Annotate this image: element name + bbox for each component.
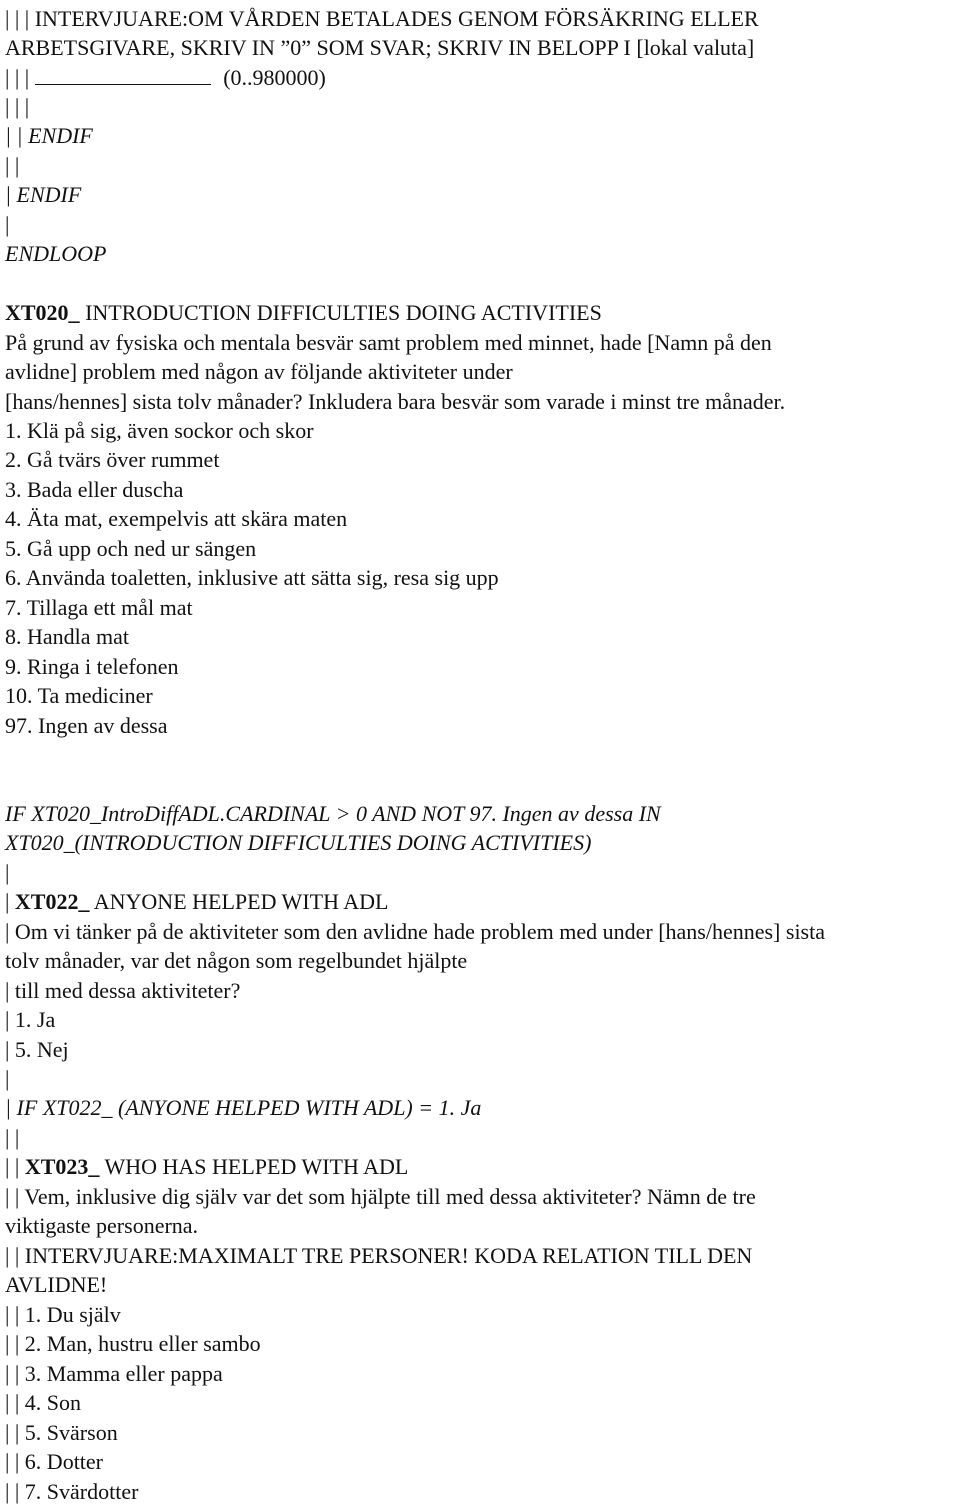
question-text: [hans/hennes] sista tolv månader? Inkludera bara besvär som varade i minst tre månader. [5,389,786,414]
answer-option: | | 6. Dotter [5,1449,104,1474]
interviewer-instruction: | | INTERVJUARE:MAXIMALT TRE PERSONER! KODA RELATION TILL DEN [5,1243,753,1268]
answer-option: 7. Tillaga ett mål mat [5,595,193,620]
text-line: ARBETSGIVARE, SKRIV IN ”0” SOM SVAR; SKRIV IN BELOPP I [lokal valuta] [5,35,755,60]
text-line: | | [5,153,20,178]
answer-option: 8. Handla mat [5,624,130,649]
answer-option: 5. Gå upp och ned ur sängen [5,536,257,561]
answer-option: | | 2. Man, hustru eller sambo [5,1331,261,1356]
pipe-marker: | | | [5,65,30,90]
text-line [5,63,960,92]
variable-code: XT022_ [14,889,90,914]
condition-line: IF XT020_IntroDiffADL.CARDINAL > 0 AND NOT 97. Ingen av dessa IN [5,801,661,826]
pipe-marker: | | [5,1154,25,1179]
interviewer-instruction: AVLIDNE! [5,1272,108,1297]
variable-code: XT023_ [24,1154,100,1179]
question-text: På grund av fysiska och mentala besvär samt problem med minnet, hade [Namn på den [5,330,772,355]
text-line: | | ENDIF [5,123,93,148]
answer-option: 3. Bada eller duscha [5,477,184,502]
answer-option: | | 7. Svärdotter [5,1479,139,1504]
answer-option: 2. Gå tvärs över rummet [5,447,220,472]
answer-option: | | 4. Son [5,1390,82,1415]
answer-option: 10. Ta mediciner [5,683,153,708]
answer-option: 4. Äta mat, exempelvis att skära maten [5,506,348,531]
text-line: | [5,212,10,237]
text-line: | | | [5,94,30,119]
answer-option: | 5. Nej [5,1037,69,1062]
answer-option: 97. Ingen av dessa [5,713,168,738]
section-heading-xt023 [5,1152,960,1181]
answer-range: (0..980000) [223,65,326,90]
answer-option: | | 5. Svärson [5,1420,118,1445]
question-text: | | Vem, inklusive dig själv var det som hjälpte till med dessa aktiviteter? Nämn de tre [5,1184,756,1209]
section-heading-xt022 [5,887,960,916]
variable-title: ANYONE HELPED WITH ADL [89,889,389,914]
question-text: | Om vi tänker på de aktiviteter som den avlidne hade problem med under [hans/hennes] sista [5,919,825,944]
section-heading-xt020 [5,298,960,327]
variable-title: WHO HAS HELPED WITH ADL [99,1154,409,1179]
variable-title: INTRODUCTION DIFFICULTIES DOING ACTIVITIES [79,300,602,325]
text-line: | [5,1066,10,1091]
text-line: | [5,860,10,885]
text-line: | | [5,1125,20,1150]
condition-line: XT020_(INTRODUCTION DIFFICULTIES DOING ACTIVITIES) [5,830,592,855]
answer-option: 9. Ringa i telefonen [5,654,179,679]
question-text: | till med dessa aktiviteter? [5,978,241,1003]
question-text: avlidne] problem med någon av följande aktiviteter under [5,359,513,384]
answer-option: | 1. Ja [5,1007,56,1032]
pipe-marker: | [5,889,15,914]
answer-option: | | 1. Du själv [5,1302,121,1327]
question-text: viktigaste personerna. [5,1213,199,1238]
answer-blank [35,66,211,85]
condition-line: | IF XT022_ (ANYONE HELPED WITH ADL) = 1. Ja [5,1095,482,1120]
answer-option: 1. Klä på sig, även sockor och skor [5,418,314,443]
answer-option: | | 3. Mamma eller pappa [5,1361,223,1386]
variable-code: XT020_ [5,300,80,325]
answer-option: 6. Använda toaletten, inklusive att sätta sig, resa sig upp [5,565,499,590]
text-line: ENDLOOP [5,241,107,266]
text-line: | | | INTERVJUARE:OM VÅRDEN BETALADES GENOM FÖRSÄKRING ELLER [5,6,759,31]
text-line: | ENDIF [5,182,82,207]
question-text: tolv månader, var det någon som regelbundet hjälpte [5,948,468,973]
